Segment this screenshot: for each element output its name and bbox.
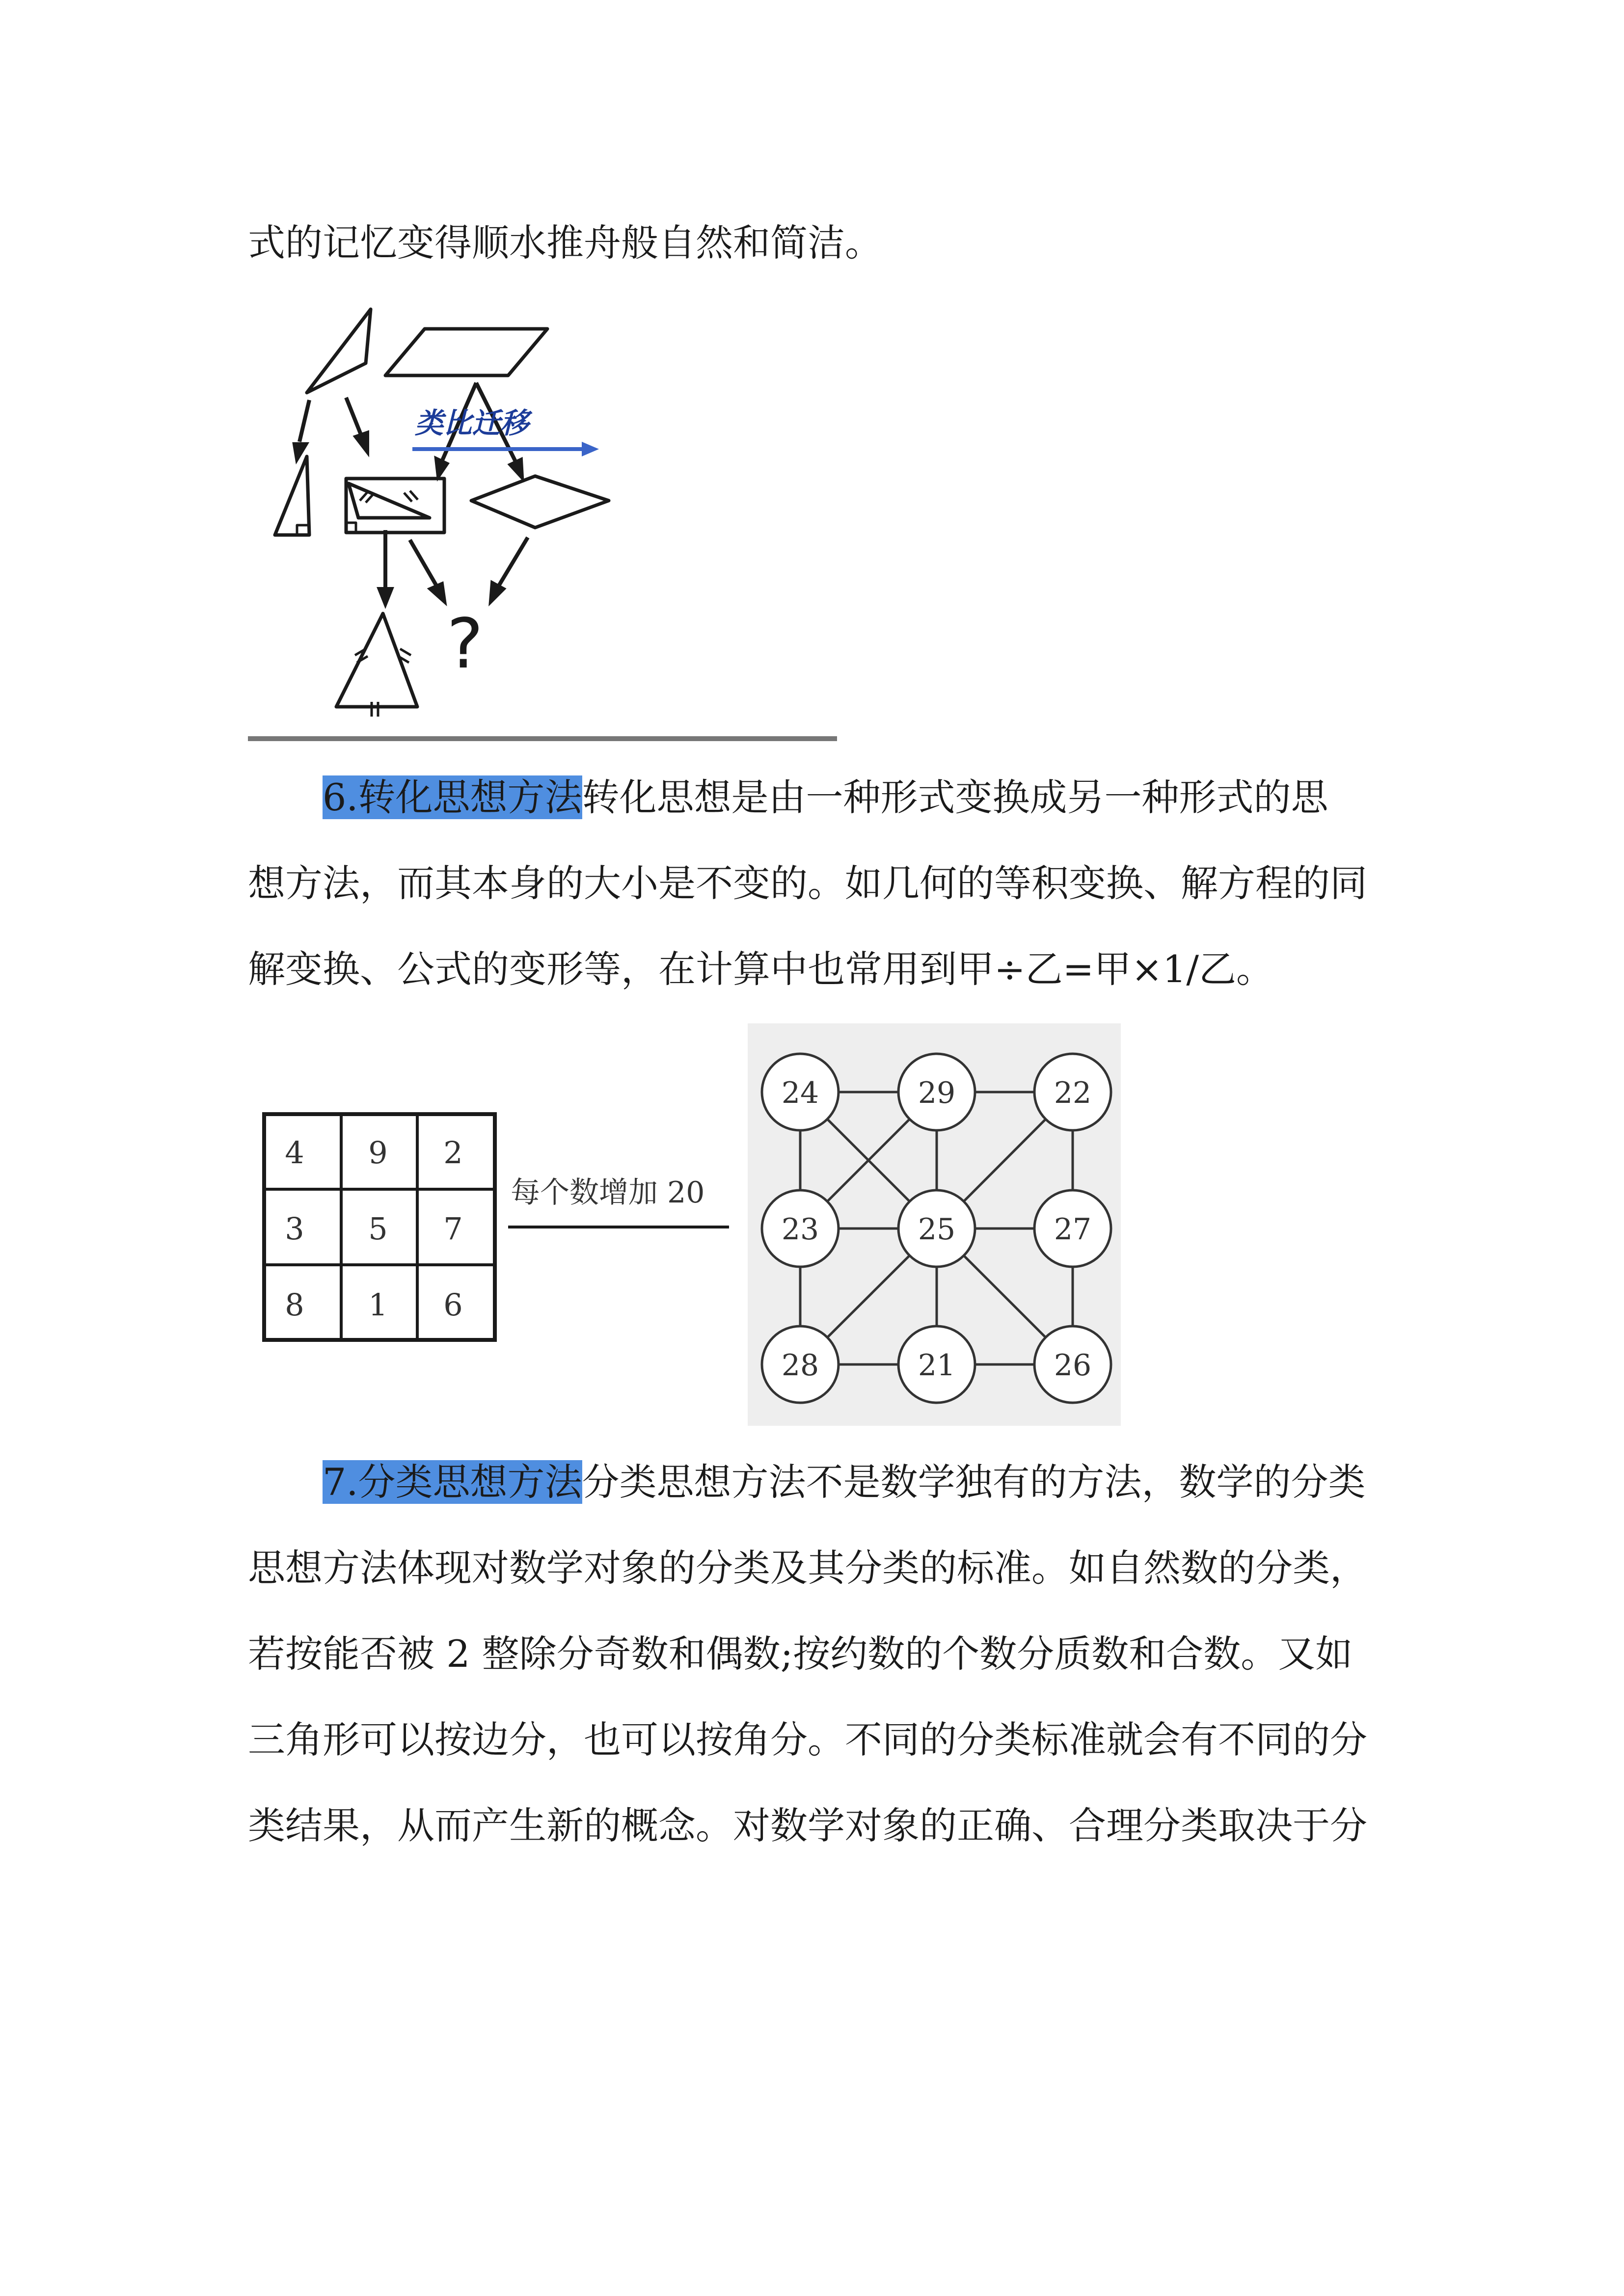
grid-cell: 2	[443, 1135, 463, 1171]
analogy-transfer-figure	[248, 294, 842, 746]
graph-node: 25	[918, 1212, 956, 1247]
grid-cell: 6	[443, 1287, 463, 1323]
text-line: 6.转化思想方法转化思想是由一种形式变换成另一种形式的思	[323, 775, 1328, 819]
graph-node: 21	[918, 1348, 956, 1383]
text-line: 类结果，从而产生新的概念。对数学对象的正确、合理分类取决于分	[248, 1804, 1367, 1847]
grid-cell: 7	[443, 1211, 463, 1247]
scalene-triangle	[307, 309, 371, 393]
arrow-to-right-triangle	[299, 400, 309, 442]
graph-node: 22	[1054, 1076, 1092, 1110]
rhombus	[471, 476, 609, 528]
text-line: 式的记忆变得顺水推舟般自然和简洁。	[248, 221, 882, 265]
graph-node: 28	[781, 1348, 819, 1383]
graph-node: 23	[781, 1212, 819, 1247]
text-line: 7.分类思想方法分类思想方法不是数学独有的方法，数学的分类	[323, 1460, 1366, 1504]
graph-node: 24	[781, 1076, 819, 1110]
section-heading: 7.分类思想方法	[323, 1460, 582, 1504]
grid-cell: 9	[368, 1135, 388, 1171]
right-triangle	[275, 456, 309, 535]
text-line: 想方法，而其本身的大小是不变的。如几何的等积变换、解方程的同	[248, 861, 1367, 905]
magic-square-figure	[260, 1023, 1129, 1431]
grid-cell: 3	[285, 1211, 304, 1247]
graph-node: 29	[918, 1076, 956, 1110]
graph-node: 26	[1054, 1348, 1092, 1383]
question-mark: ?	[447, 604, 484, 684]
rectangle	[346, 479, 444, 533]
grid-cell: 8	[285, 1287, 304, 1323]
graph-node: 27	[1054, 1212, 1092, 1247]
arrow-rect-down	[410, 540, 437, 587]
text-line: 三角形可以按边分，也可以按角分。不同的分类标准就会有不同的分	[248, 1718, 1367, 1762]
grid-cell: 5	[368, 1211, 388, 1247]
parallelogram	[385, 329, 547, 375]
text-line: 解变换、公式的变形等，在计算中也常用到甲÷乙=甲×1/乙。	[248, 947, 1273, 991]
text-line: 思想方法体现对数学对象的分类及其分类的标准。如自然数的分类，	[248, 1546, 1367, 1590]
grid-cell: 4	[285, 1135, 304, 1171]
grid-cell: 1	[368, 1287, 388, 1323]
text-line: 若按能否被 2 整除分奇数和偶数;按约数的个数分质数和合数。又如	[248, 1632, 1353, 1676]
arrow-rhombus-down	[498, 537, 528, 587]
analogy-label: 类比迁移	[415, 406, 529, 440]
section-heading: 6.转化思想方法	[323, 775, 582, 819]
transform-label: 每个数增加 20	[511, 1175, 705, 1210]
arrow-to-isosceles	[346, 398, 361, 434]
